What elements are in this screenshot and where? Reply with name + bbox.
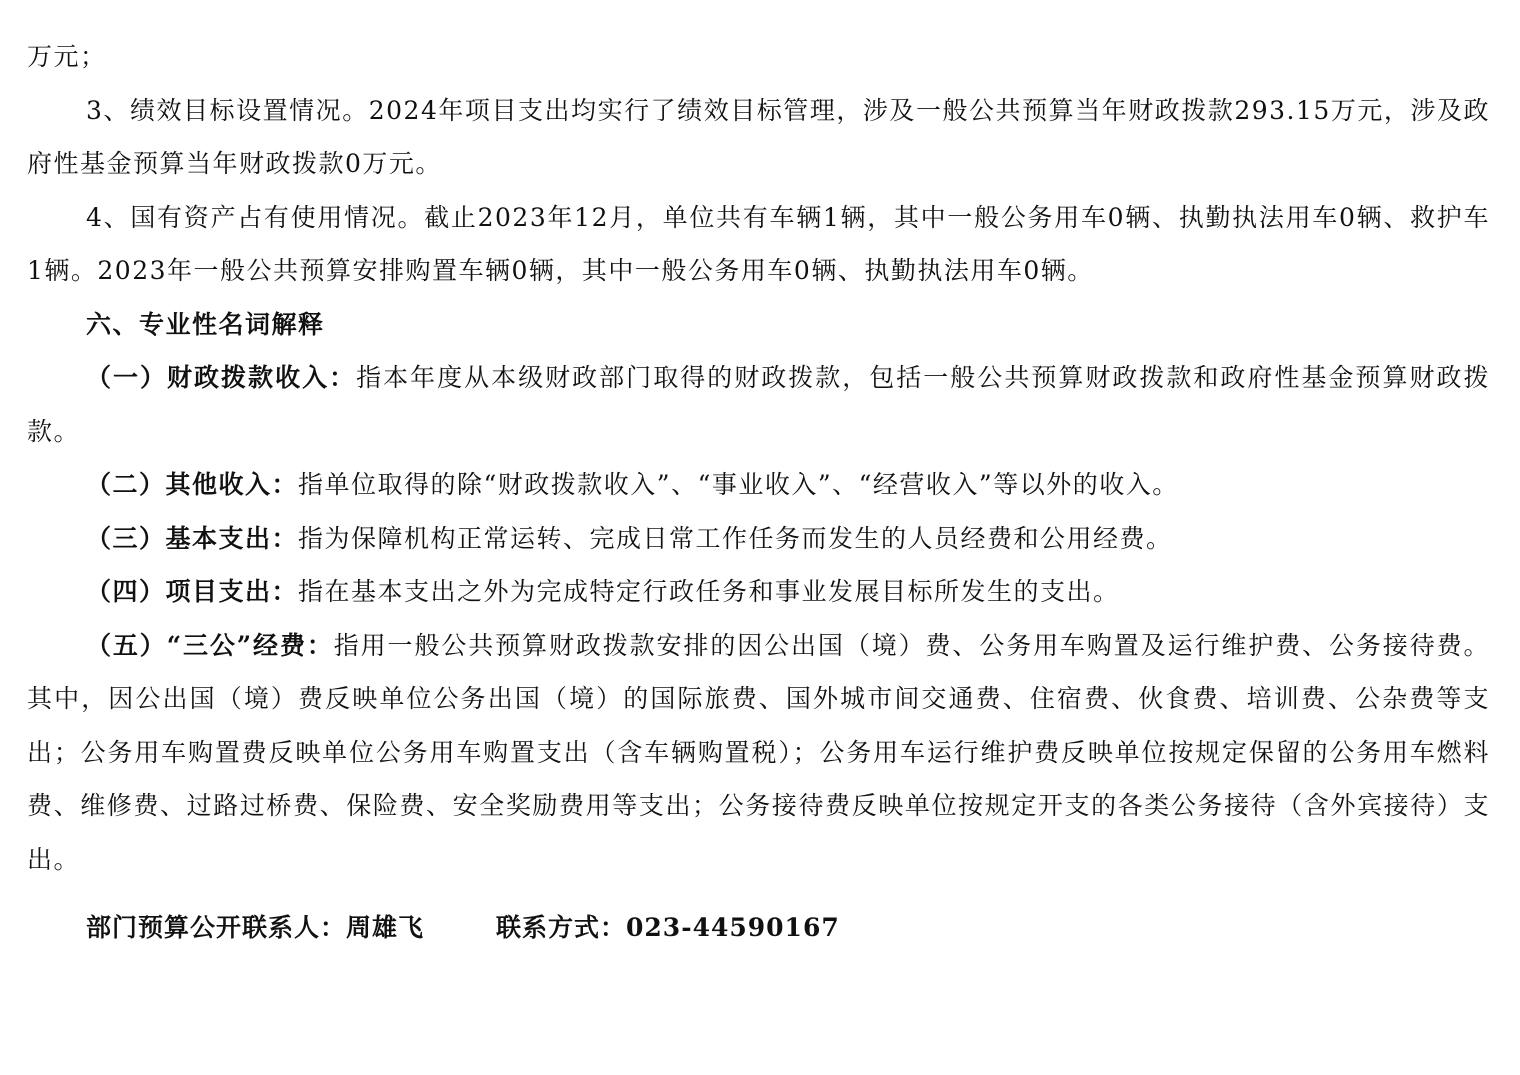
term-definition: 指为保障机构正常运转、完成日常工作任务而发生的人员经费和公用经费。 <box>298 523 1173 553</box>
contact-person: 部门预算公开联系人：周雄飞 <box>86 913 425 942</box>
term-item-fiscal-income <box>27 351 1490 458</box>
contact-line <box>86 903 840 953</box>
term-item-other-income <box>27 458 1490 512</box>
term-label: （五）“三公”经费： <box>86 630 334 660</box>
term-label: （二）其他收入： <box>86 470 299 499</box>
term-item-project-expenditure <box>27 565 1490 619</box>
contact-method: 联系方式：023-44590167 <box>496 913 840 942</box>
term-definition: 指在基本支出之外为完成特定行政任务和事业发展目标所发生的支出。 <box>298 577 1120 606</box>
paragraph-continuation: 万元； <box>27 42 107 71</box>
term-definition: 指用一般公共预算财政拨款安排的因公出国（境）费、公务用车购置及运行维护费、公务接待费。其中，因公出国（境）费反映单位公务出国（境）的国际旅费、国外城市间交通费、住宿费、伙食费、培训费、公杂费等支出；公务用车购置费反映单位公务用车购置支出（含车辆购置税）；公务用车运行维护费反映单位按规定保留的公务用车燃料费、维修费、过路过桥费、保险费、安全奖励费用等支出；公务接待费反映单位按规定开支的各类公务接待（含外宾接待）支出。 <box>27 630 1490 874</box>
paragraph-state-assets: 4、国有资产占有使用情况。截止2023年12月，单位共有车辆1辆，其中一般公务用车0辆、执勤执法用车0辆、救护车1辆。2023年一般公共预算安排购置车辆0辆，其中一般公务用车0辆、执勤执法用车0辆。 <box>27 202 1490 285</box>
paragraph-performance-goals: 3、绩效目标设置情况。2024年项目支出均实行了绩效目标管理，涉及一般公共预算当年财政拨款293.15万元，涉及政府性基金预算当年财政拨款0万元。 <box>27 95 1490 178</box>
term-label: （一）财政拨款收入： <box>86 363 357 392</box>
term-definition: 指单位取得的除“财政拨款收入”、“事业收入”、“经营收入”等以外的收入。 <box>298 470 1179 499</box>
document-body <box>27 30 1490 886</box>
term-item-three-public <box>27 619 1490 887</box>
section-heading-terms: 六、专业性名词解释 <box>86 309 325 339</box>
term-label: （三）基本支出： <box>86 523 299 553</box>
term-definition: 指本年度从本级财政部门取得的财政拨款，包括一般公共预算财政拨款和政府性基金预算财政拨款。 <box>27 363 1490 446</box>
term-label: （四）项目支出： <box>86 577 299 606</box>
term-item-basic-expenditure <box>27 512 1490 566</box>
